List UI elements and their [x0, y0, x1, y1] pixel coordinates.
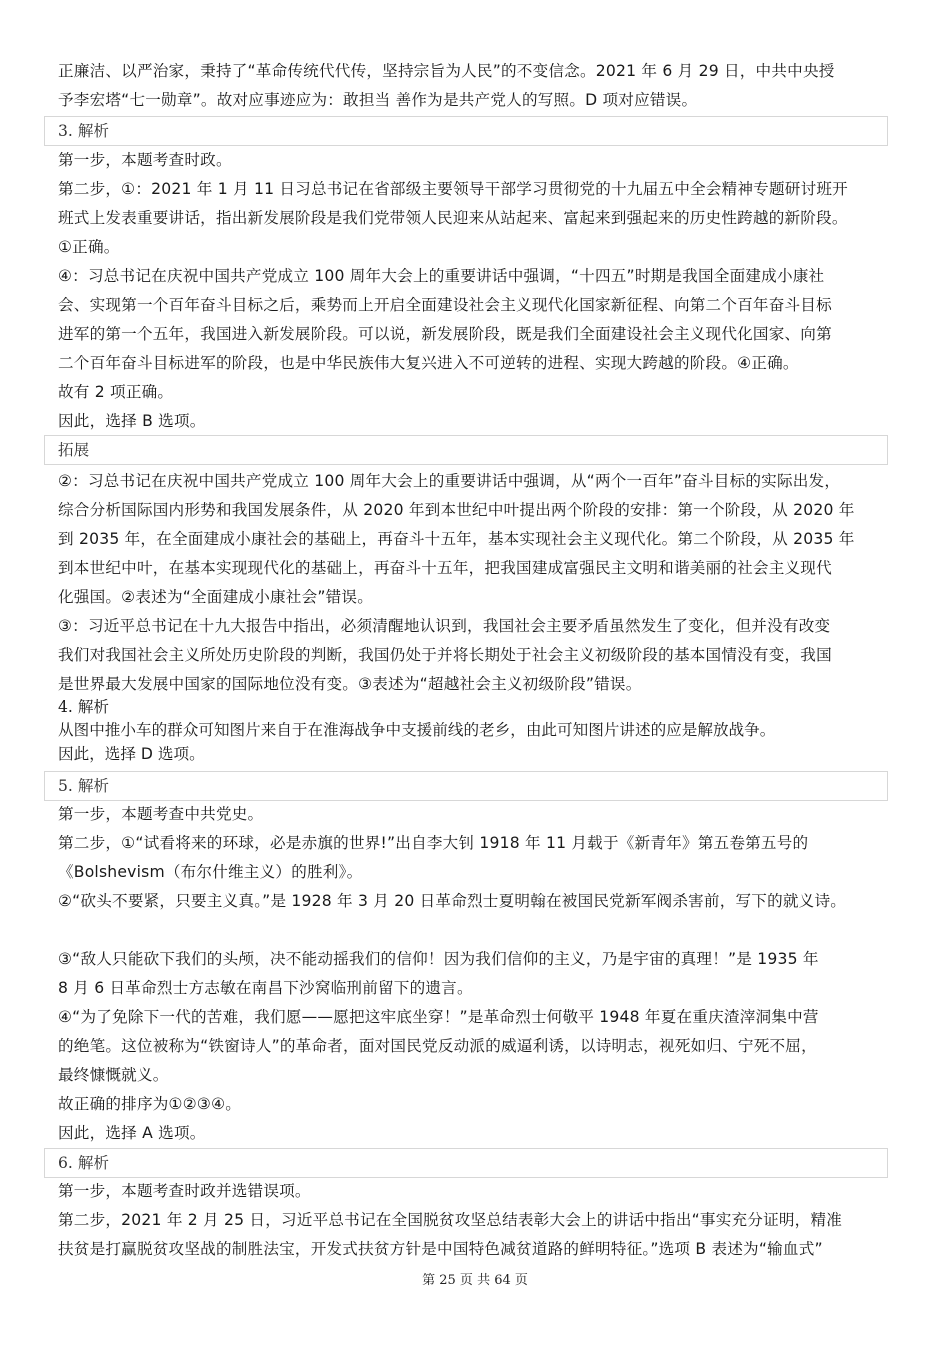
- paragraph-line: 综合分析国际国内形势和我国发展条件，从 2020 年到本世纪中叶提出两个阶段的安排：第一个阶段，从 2020 年: [58, 501, 855, 519]
- section-heading-q4: 4. 解析: [58, 698, 110, 716]
- paragraph-line: 第一步，本题考查中共党史。: [58, 805, 264, 823]
- section-header-q3: [44, 116, 888, 146]
- section-header-label: 6. 解析: [58, 1154, 110, 1172]
- paragraph-line: 第一步，本题考查时政。: [58, 151, 232, 169]
- paragraph-line: 故有 2 项正确。: [58, 383, 174, 401]
- paragraph-line: 进军的第一个五年，我国进入新发展阶段。可以说，新发展阶段，既是我们全面建设社会主义现代化国家、向第: [58, 325, 832, 343]
- paragraph-line: ④“为了免除下一代的苦难，我们愿——愿把这牢底坐穿！”是革命烈士何敬平 1948 年夏在重庆渣滓洞集中营: [58, 1008, 819, 1026]
- section-header-label: 3. 解析: [58, 122, 110, 140]
- paragraph-line: 从图中推小车的群众可知图片来自于在淮海战争中支援前线的老乡，由此可知图片讲述的应是解放战争。: [58, 721, 776, 739]
- section-header-label: 拓展: [58, 441, 90, 459]
- paragraph-line: 到本世纪中叶，在基本实现现代化的基础上，再奋斗十五年，把我国建成富强民主文明和谐美丽的社会主义现代: [58, 559, 832, 577]
- section-header-extension: [44, 435, 888, 465]
- paragraph-line: 第一步，本题考查时政并选错误项。: [58, 1182, 311, 1200]
- paragraph-line: 班式上发表重要讲话，指出新发展阶段是我们党带领人民迎来从站起来、富起来到强起来的历史性跨越的新阶段。: [58, 209, 848, 227]
- paragraph-line: ②：习总书记在庆祝中国共产党成立 100 周年大会上的重要讲话中强调，从“两个一百年”奋斗目标的实际出发，: [58, 472, 841, 490]
- paragraph-line: 8 月 6 日革命烈士方志敏在南昌下沙窝临刑前留下的遗言。: [58, 979, 473, 997]
- paragraph-line: ①正确。: [58, 238, 120, 256]
- paragraph-line: 会、实现第一个百年奋斗目标之后，乘势而上开启全面建设社会主义现代化国家新征程、向第二个百年奋斗目标: [58, 296, 832, 314]
- paragraph-line: 第二步，2021 年 2 月 25 日，习近平总书记在全国脱贫攻坚总结表彰大会上的讲话中指出“事实充分证明，精准: [58, 1211, 843, 1229]
- paragraph-line: 《Bolshevism（布尔什维主义）的胜利》。: [58, 863, 363, 881]
- paragraph-line: 二个百年奋斗目标进军的阶段，也是中华民族伟大复兴进入不可逆转的进程、实现大跨越的阶段。④正确。: [58, 354, 799, 372]
- paragraph-line: 是世界最大发展中国家的国际地位没有变。③表述为“超越社会主义初级阶段”错误。: [58, 675, 642, 693]
- paragraph-line: ②“砍头不要紧，只要主义真。”是 1928 年 3 月 20 日革命烈士夏明翰在被国民党新军阀杀害前，写下的就义诗。: [58, 892, 847, 910]
- paragraph-line: 我们对我国社会主义所处历史阶段的判断，我国仍处于并将长期处于社会主义初级阶段的基本国情没有变，我国: [58, 646, 832, 664]
- paragraph-line: 因此，选择 A 选项。: [58, 1124, 206, 1142]
- page-footer: 第 25 页 共 64 页: [422, 1273, 528, 1288]
- paragraph-line: ③“敌人只能砍下我们的头颅，决不能动摇我们的信仰！因为我们信仰的主义，乃是宇宙的真理！”是 1935 年: [58, 950, 819, 968]
- paragraph-line: 予李宏塔“七一勋章”。故对应事迹应为：敢担当 善作为是共产党人的写照。D 项对应错误。: [58, 91, 698, 109]
- paragraph-line: 扶贫是打赢脱贫攻坚战的制胜法宝，开发式扶贫方针是中国特色减贫道路的鲜明特征。”选项 B 表述为“输血式”: [58, 1240, 823, 1258]
- paragraph-line: 的绝笔。这位被称为“铁窗诗人”的革命者，面对国民党反动派的威逼利诱，以诗明志，视死如归、宁死不屈，: [58, 1037, 817, 1055]
- section-header-q6: [44, 1148, 888, 1178]
- paragraph-line: 到 2035 年，在全面建成小康社会的基础上，再奋斗十五年，基本实现社会主义现代化。第二个阶段，从 2035 年: [58, 530, 855, 548]
- section-header-q5: [44, 771, 888, 801]
- paragraph-line: 故正确的排序为①②③④。: [58, 1095, 242, 1113]
- paragraph-line: 第二步，①“试看将来的环球，必是赤旗的世界!”出自李大钊 1918 年 11 月载于《新青年》第五卷第五号的: [58, 834, 809, 852]
- section-header-label: 5. 解析: [58, 777, 110, 795]
- paragraph-line: 因此，选择 B 选项。: [58, 412, 206, 430]
- paragraph-line: 因此，选择 D 选项。: [58, 745, 205, 763]
- paragraph-line: 正廉洁、以严治家，秉持了“革命传统代代传，坚持宗旨为人民”的不变信念。2021 年 6 月 29 日，中共中央授: [58, 62, 835, 80]
- paragraph-line: 第二步，①：2021 年 1 月 11 日习总书记在省部级主要领导干部学习贯彻党的十九届五中全会精神专题研讨班开: [58, 180, 848, 198]
- paragraph-line: ④：习总书记在庆祝中国共产党成立 100 周年大会上的重要讲话中强调，“十四五”时期是我国全面建成小康社: [58, 267, 825, 285]
- paragraph-line: 最终慷慨就义。: [58, 1066, 169, 1084]
- paragraph-line: 化强国。②表述为“全面建成小康社会”错误。: [58, 588, 374, 606]
- paragraph-line: ③：习近平总书记在十九大报告中指出，必须清醒地认识到，我国社会主要矛盾虽然发生了变化，但并没有改变: [58, 617, 831, 635]
